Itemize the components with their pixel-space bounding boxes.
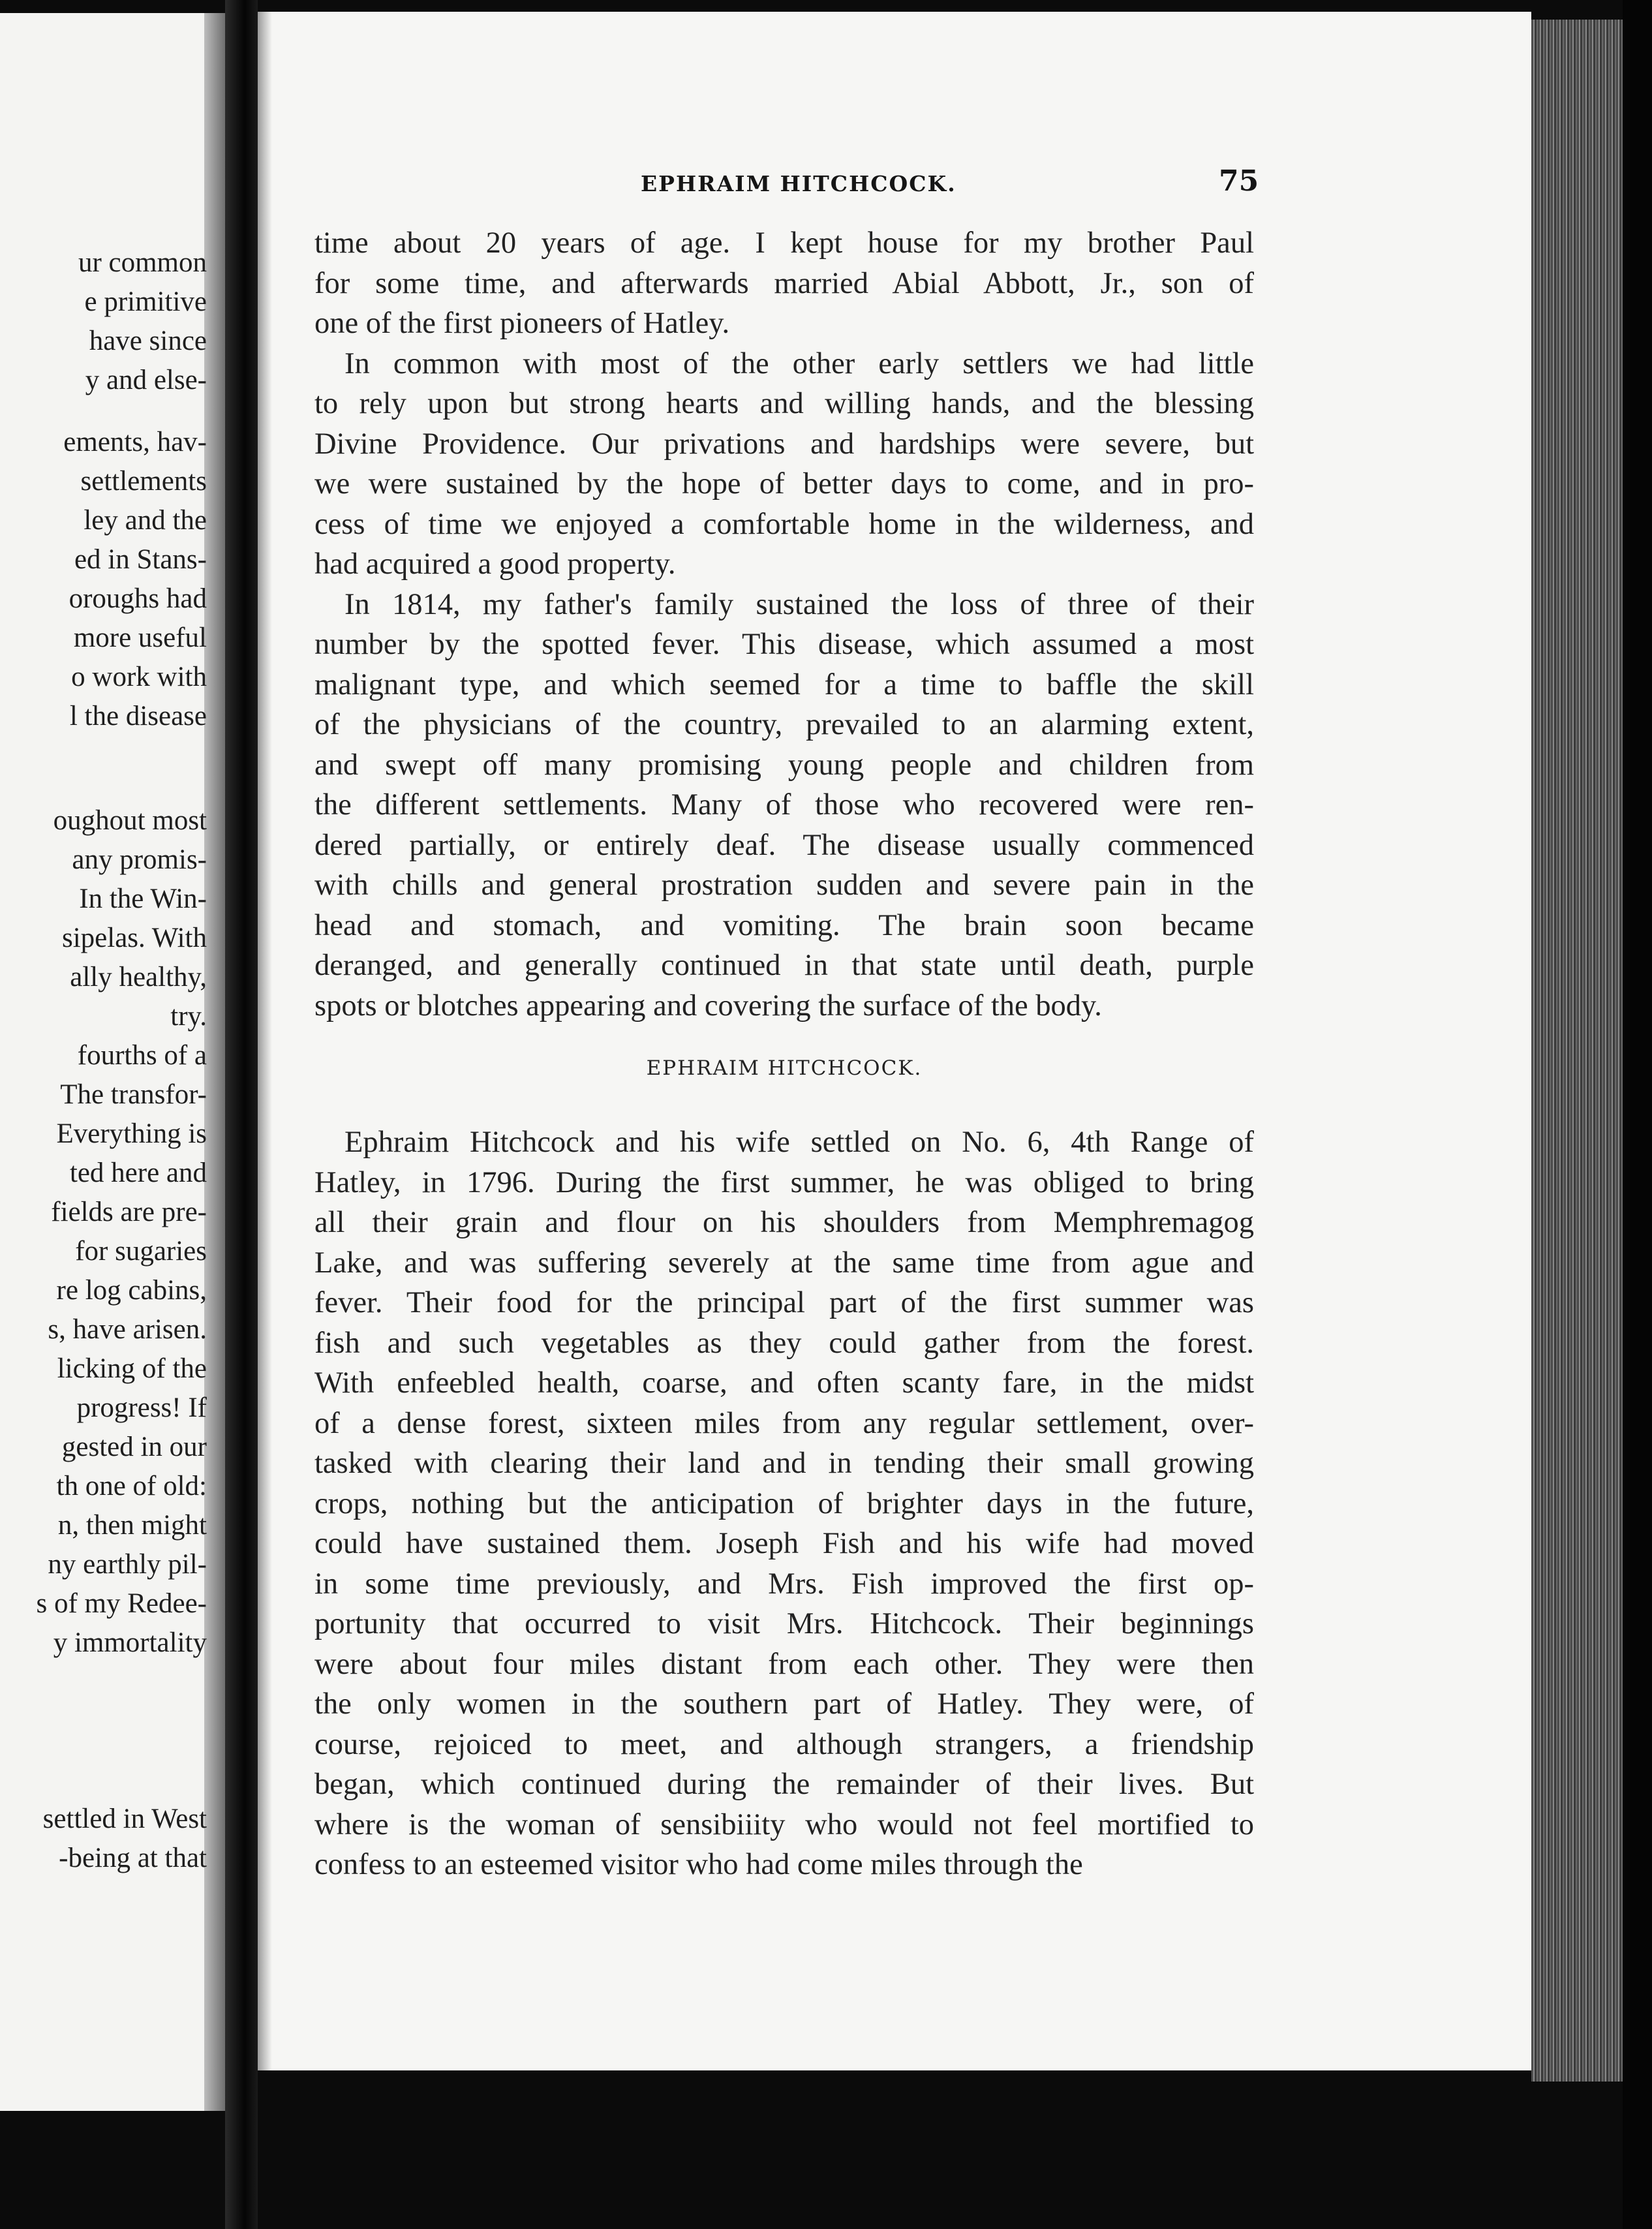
text-line: Ephraim Hitchcock and his wife settled on No. 6, 4th Range of (344, 1126, 1254, 1159)
text-line: dered partially, or entirely deaf. The disease usually commenced (314, 828, 1254, 862)
text-line: In common with most of the other early settlers we had little (344, 346, 1254, 380)
left-page-line: settled in West (42, 1804, 207, 1834)
text-line: crops, nothing but the anticipation of brighter days in the future, (314, 1486, 1254, 1520)
text-line: of the physicians of the country, prevailed to an alarming extent, (314, 708, 1254, 741)
left-page-line: y and else- (85, 365, 207, 395)
left-page-line: e primitive (84, 286, 207, 317)
text-line: to rely upon but strong hearts and willing hands, and the blessing (314, 387, 1254, 420)
scan-border (1623, 0, 1652, 2229)
text-line: In 1814, my father's family sustained the loss of three of their (344, 587, 1254, 621)
running-head: EPHRAIM HITCHCOCK. (641, 171, 956, 196)
text-line: in some time previously, and Mrs. Fish improved the first op- (314, 1567, 1254, 1601)
left-page-line: oroughs had (69, 583, 207, 614)
text-line: fever. Their food for the principal part of the first summer was (314, 1286, 1254, 1319)
left-page-line: gested in our (61, 1432, 207, 1462)
left-page-line: progress! If (76, 1392, 207, 1423)
left-page-line: fourths of a (77, 1040, 207, 1071)
text-line: spots or blotches appearing and covering the surface of the body. (314, 989, 1102, 1022)
text-line: one of the first pioneers of Hatley. (314, 307, 730, 340)
left-page-line: fields are pre- (51, 1197, 207, 1227)
text-line: portunity that occurred to visit Mrs. Hitchcock. Their beginnings (314, 1607, 1254, 1640)
left-page-line: re log cabins, (56, 1275, 207, 1306)
text-line: were about four miles distant from each other. They were then (314, 1647, 1254, 1681)
text-line: where is the woman of sensibiiity who would not feel mortified to (314, 1807, 1254, 1841)
left-page-line: have since (89, 326, 207, 356)
section-heading: EPHRAIM HITCHCOCK. (646, 1056, 923, 1080)
left-page-line: ur common (78, 247, 207, 278)
book-spine (225, 0, 258, 2229)
text-line: could have sustained them. Joseph Fish and his wife had moved (314, 1527, 1254, 1560)
text-line: course, rejoiced to meet, and although strangers, a friendship (314, 1727, 1254, 1761)
left-page-line: try. (170, 1001, 207, 1032)
text-line: time about 20 years of age. I kept house for my brother Paul (314, 226, 1254, 260)
left-page-line: Everything is (56, 1118, 207, 1149)
left-page-line: ted here and (69, 1158, 207, 1188)
text-line: Lake, and was suffering severely at the same time from ague and (314, 1246, 1254, 1280)
left-page-line: ley and the (84, 505, 207, 536)
left-page-line: for sugaries (75, 1236, 207, 1267)
left-page-line: s of my Redee- (36, 1588, 207, 1619)
left-page-line: sipelas. With (61, 923, 207, 953)
left-page-line: y immortality (53, 1627, 207, 1658)
text-line: for some time, and afterwards married Abial Abbott, Jr., son of (314, 266, 1254, 300)
text-line: and swept off many promising young people and children from (314, 748, 1254, 782)
left-page-line: ements, hav- (63, 427, 207, 457)
left-page-line: o work with (71, 662, 207, 692)
left-page-line: licking of the (57, 1353, 207, 1384)
right-page-gutter-shadow (258, 12, 272, 2070)
text-line: cess of time we enjoyed a comfortable home in the wilderness, and (314, 507, 1254, 541)
left-page-line: l the disease (69, 701, 207, 731)
left-page-gutter-shadow (204, 13, 225, 2111)
text-line: began, which continued during the remainder of their lives. But (314, 1768, 1254, 1801)
text-line: all their grain and flour on his shoulders from Memphremagog (314, 1206, 1254, 1239)
left-page-line: th one of old: (56, 1471, 207, 1501)
left-page-line: any promis- (72, 844, 207, 875)
left-facing-page (0, 13, 225, 2111)
left-page-line: more useful (73, 623, 207, 653)
text-line: had acquired a good property. (314, 547, 676, 581)
left-page-line: The transfor- (60, 1079, 207, 1110)
left-page-line: ally healthy, (70, 962, 207, 992)
left-page-line: s, have arisen. (48, 1314, 207, 1345)
text-line: fish and such vegetables as they could gather from the forest. (314, 1326, 1254, 1360)
text-line: malignant type, and which seemed for a time to baffle the skill (314, 668, 1254, 701)
left-page-line: oughout most (53, 805, 207, 836)
text-line: number by the spotted fever. This disease, which assumed a most (314, 628, 1254, 661)
text-line: with chills and general prostration sudden and severe pain in the (314, 869, 1254, 902)
text-line: With enfeebled health, coarse, and often scanty fare, in the midst (314, 1366, 1254, 1400)
left-page-line: settlements (80, 466, 207, 497)
text-line: confess to an esteemed visitor who had come miles through the (314, 1848, 1083, 1881)
text-line: deranged, and generally continued in that state until death, purple (314, 949, 1254, 982)
text-line: of a dense forest, sixteen miles from any regular settlement, over- (314, 1406, 1254, 1440)
text-line: Divine Providence. Our privations and hardships were severe, but (314, 427, 1254, 461)
text-line: tasked with clearing their land and in tending their small growing (314, 1447, 1254, 1480)
text-line: the only women in the southern part of Hatley. They were, of (314, 1687, 1254, 1721)
text-line: we were sustained by the hope of better days to come, and in pro- (314, 467, 1254, 500)
left-page-line: ny earthly pil- (48, 1549, 207, 1580)
left-page-line: ed in Stans- (74, 544, 207, 575)
text-line: Hatley, in 1796. During the first summer, he was obliged to bring (314, 1165, 1254, 1199)
page-block-edge (1531, 20, 1623, 2082)
page-number: 75 (1219, 164, 1259, 198)
text-line: head and stomach, and vomiting. The brain soon became (314, 908, 1254, 942)
text-line: the different settlements. Many of those who recovered were ren- (314, 788, 1254, 822)
left-page-line: -being at that (59, 1843, 207, 1873)
left-page-line: In the Win- (79, 884, 207, 914)
left-page-line: n, then might (57, 1510, 207, 1541)
